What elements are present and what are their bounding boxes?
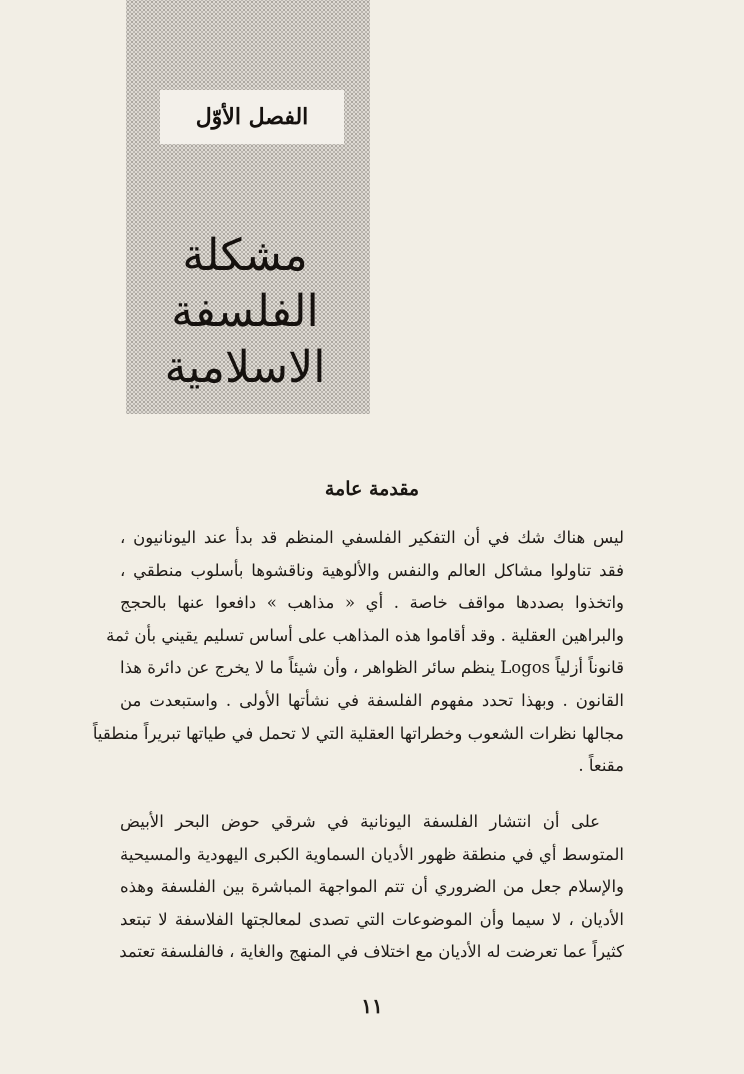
chapter-label-box xyxy=(160,90,344,144)
text-line: والإسلام جعل من الضروري أن تتم المواجهة المباشرة بين الفلسفة وهذه xyxy=(120,877,624,897)
paragraph-2 xyxy=(120,806,624,969)
text-line: القانون . وبهذا تحدد مفهوم الفلسفة في نشأتها الأولى . واستبعدت من xyxy=(120,690,624,710)
text-line: مجالها نظرات الشعوب وخطراتها العقلية التي لا تحمل في طياتها تبريراً منطقياً xyxy=(92,723,624,743)
chapter-title xyxy=(140,228,350,396)
chapter-title-line: مشكلة xyxy=(182,230,308,281)
chapter-label: الفصل الأوّل xyxy=(195,104,309,130)
text-line: المتوسط أي في منطقة ظهور الأديان السماوية الكبرى اليهودية والمسيحية xyxy=(120,844,624,864)
text-line: كثيراً عما تعرضت له الأديان مع اختلاف في المنهج والغاية ، فالفلسفة تعتمد xyxy=(119,942,624,962)
text-line: والبراهين العقلية . وقد أقاموا هذه المذاهب على أساس تسليم يقيني بأن ثمة xyxy=(106,625,624,645)
text-line: قانوناً أزلياً Logos ينظم سائر الظواهر ، وأن شيئاً ما لا يخرج عن دائرة هذا xyxy=(120,658,624,678)
chapter-title-line: الاسلامية xyxy=(164,342,326,393)
text-line: فقد تناولوا مشاكل العالم والنفس والألوهية وناقشوها بأسلوب منطقي ، xyxy=(120,560,624,580)
chapter-title-line: الفلسفة xyxy=(171,286,319,337)
page-number: ١١ xyxy=(361,994,383,1018)
section-heading: مقدمة عامة xyxy=(324,478,420,500)
paragraph-1 xyxy=(92,522,624,783)
text-line: الأديان ، لا سيما وأن الموضوعات التي تصدى لمعالجتها الفلاسفة لا تبتعد xyxy=(120,909,624,929)
text-line: واتخذوا بصددها مواقف خاصة . أي « مذاهب » دافعوا عنها بالحجج xyxy=(120,593,624,613)
text-line: على أن انتشار الفلسفة اليونانية في شرقي حوض البحر الأبيض xyxy=(120,812,600,831)
text-line: مقنعاً . xyxy=(578,756,624,776)
text-line: ليس هناك شك في أن التفكير الفلسفي المنظم قد بدأ عند اليونانيون ، xyxy=(120,528,624,547)
